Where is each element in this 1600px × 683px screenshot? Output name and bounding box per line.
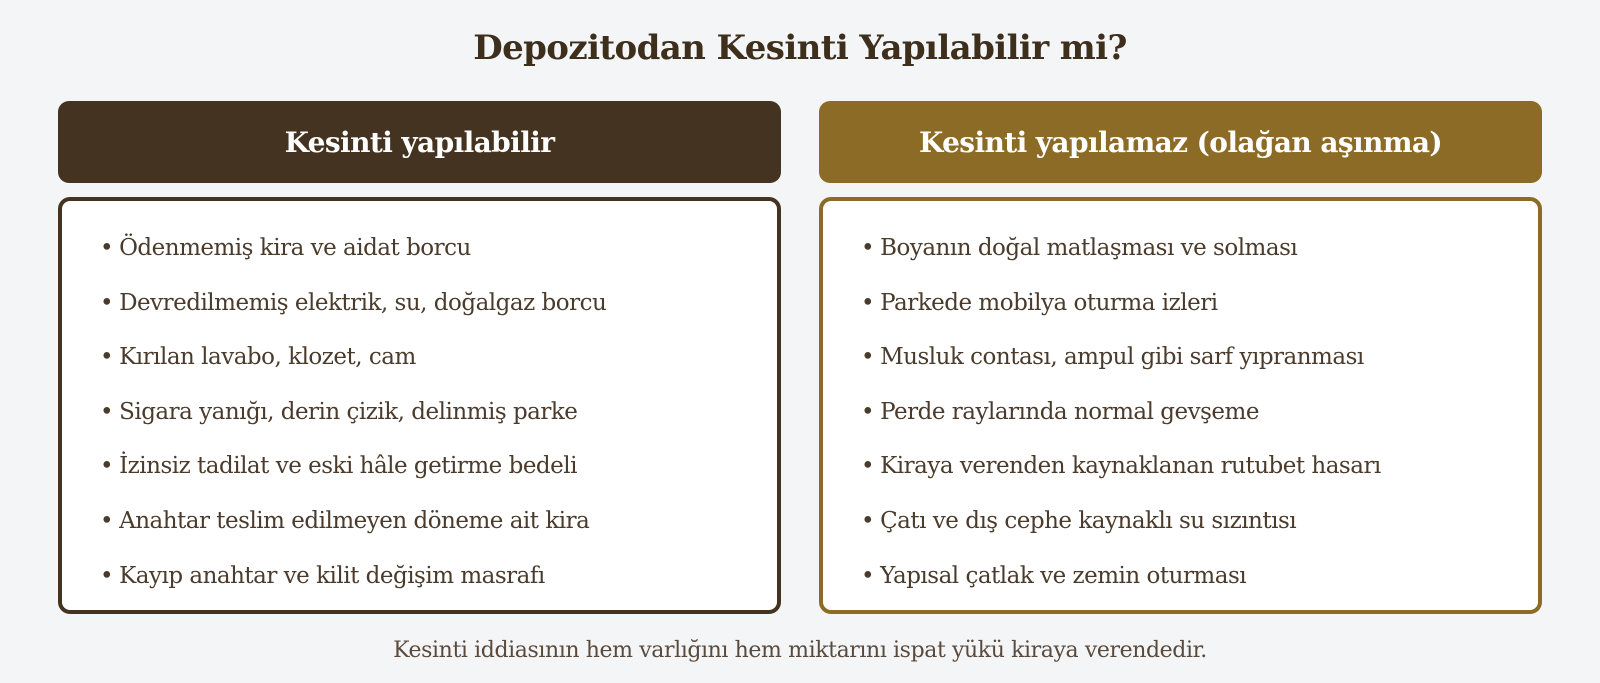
list-item	[100, 504, 777, 559]
bullet-icon: •	[100, 235, 114, 261]
list-item-text: Yapısal çatlak ve zemin oturması	[880, 562, 1247, 589]
bullet-icon: •	[100, 398, 114, 425]
list-item-text: Kırılan lavabo, klozet, cam	[119, 344, 416, 371]
list-item	[100, 559, 777, 614]
list-item	[861, 559, 1538, 614]
bullet-icon: •	[861, 453, 875, 480]
bullet-icon: •	[861, 398, 875, 425]
list-item-text: Parkede mobilya oturma izleri	[880, 289, 1218, 316]
bullet-icon: •	[861, 289, 875, 316]
bullet-icon: •	[100, 507, 114, 534]
list-item-text: Kayıp anahtar ve kilit değişim masrafı	[119, 562, 545, 589]
bullet-icon: •	[861, 344, 875, 371]
deductible-list	[100, 231, 777, 613]
non-deductible-list	[861, 231, 1538, 613]
column-deductible	[58, 101, 781, 589]
list-item	[861, 449, 1538, 504]
list-item	[861, 395, 1538, 450]
list-item-text: Boyanın doğal matlaşması ve solması	[880, 235, 1298, 261]
list-item	[100, 231, 777, 286]
list-item-text: Musluk contası, ampul gibi sarf yıpranması	[880, 344, 1364, 371]
list-item-text: Devredilmemiş elektrik, su, doğalgaz borcu	[119, 289, 607, 316]
list-item-text: Perde raylarında normal gevşeme	[880, 398, 1259, 425]
list-item	[861, 231, 1538, 286]
bullet-icon: •	[861, 235, 875, 261]
list-item-text: Ödenmemiş kira ve aidat borcu	[119, 235, 471, 261]
bullet-icon: •	[861, 507, 875, 534]
list-item	[861, 286, 1538, 341]
list-item	[861, 340, 1538, 395]
bullet-icon: •	[100, 562, 114, 589]
column-header-non-deductible: Kesinti yapılamaz (olağan aşınma)	[819, 101, 1542, 183]
list-item	[100, 286, 777, 341]
list-item	[100, 340, 777, 395]
bullet-icon: •	[100, 344, 114, 371]
column-header-deductible: Kesinti yapılabilir	[58, 101, 781, 183]
list-item-text: Sigara yanığı, derin çizik, delinmiş parke	[119, 398, 578, 425]
bullet-icon: •	[100, 289, 114, 316]
list-item-text: Anahtar teslim edilmeyen döneme ait kira	[119, 507, 590, 534]
list-item-text: Kiraya verenden kaynaklanan rutubet hasarı	[880, 453, 1381, 480]
list-item-text: İzinsiz tadilat ve eski hâle getirme bedeli	[119, 453, 577, 480]
footer-note: Kesinti iddiasının hem varlığını hem miktarını ispat yükü kiraya verendedir.	[393, 638, 1207, 663]
list-item	[100, 395, 777, 450]
bullet-icon: •	[861, 562, 875, 589]
column-non-deductible	[819, 101, 1542, 589]
bullet-icon: •	[100, 453, 114, 480]
list-item	[100, 449, 777, 504]
list-item	[861, 504, 1538, 559]
list-item-text: Çatı ve dış cephe kaynaklı su sızıntısı	[880, 507, 1297, 534]
column-box-deductible	[58, 197, 781, 614]
column-box-non-deductible	[819, 197, 1542, 614]
page-title: Depozitodan Kesinti Yapılabilir mi?	[473, 28, 1127, 68]
